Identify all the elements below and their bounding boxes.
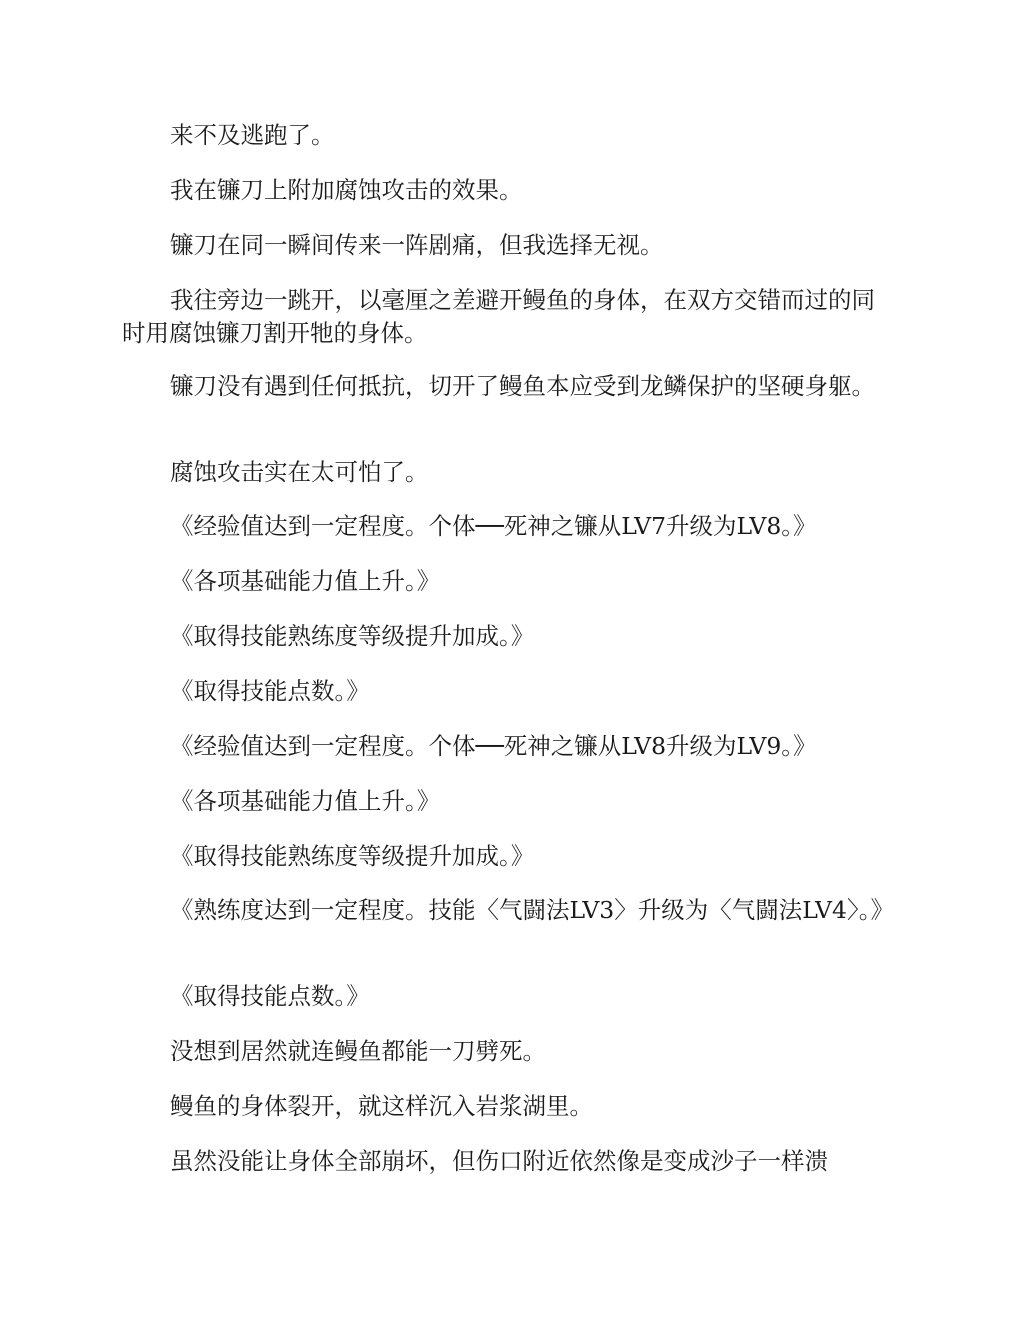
system-message: 《各项基础能力值上升。》 — [170, 787, 441, 815]
paragraph: 镰刀没有遇到任何抵抗，切开了鳗鱼本应受到龙鳞保护的坚硬身躯。 — [170, 372, 875, 400]
paragraph: 鳗鱼的身体裂开，就这样沉入岩浆湖里。 — [170, 1092, 593, 1120]
system-message: 《取得技能点数。》 — [170, 677, 370, 705]
paragraph: 来不及逃跑了。 — [170, 121, 335, 149]
paragraph: 我往旁边一跳开，以毫厘之差避开鳗鱼的身体，在双方交错而过的同时用腐蚀镰刀割开牠的身体。 — [122, 286, 875, 347]
system-message: 《经验值达到一定程度。个体──死神之镰从LV7升级为LV8。》 — [170, 512, 817, 540]
system-message: 《熟练度达到一定程度。技能〈气闘法LV3〉升级为〈气闘法LV4〉。》 — [170, 896, 894, 924]
paragraph: 我在镰刀上附加腐蚀攻击的效果。 — [170, 176, 523, 204]
system-message: 《取得技能熟练度等级提升加成。》 — [170, 622, 535, 650]
paragraph: 镰刀在同一瞬间传来一阵剧痛，但我选择无视。 — [170, 231, 664, 259]
system-message: 《各项基础能力值上升。》 — [170, 567, 441, 595]
system-message: 《取得技能熟练度等级提升加成。》 — [170, 842, 535, 870]
system-message: 《经验值达到一定程度。个体──死神之镰从LV8升级为LV9。》 — [170, 732, 817, 760]
paragraph: 没想到居然就连鳗鱼都能一刀劈死。 — [170, 1037, 546, 1065]
system-message: 《取得技能点数。》 — [170, 982, 370, 1010]
paragraph: 虽然没能让身体全部崩坏，但伤口附近依然像是变成沙子一样溃 — [170, 1147, 828, 1175]
paragraph: 腐蚀攻击实在太可怕了。 — [170, 458, 429, 486]
